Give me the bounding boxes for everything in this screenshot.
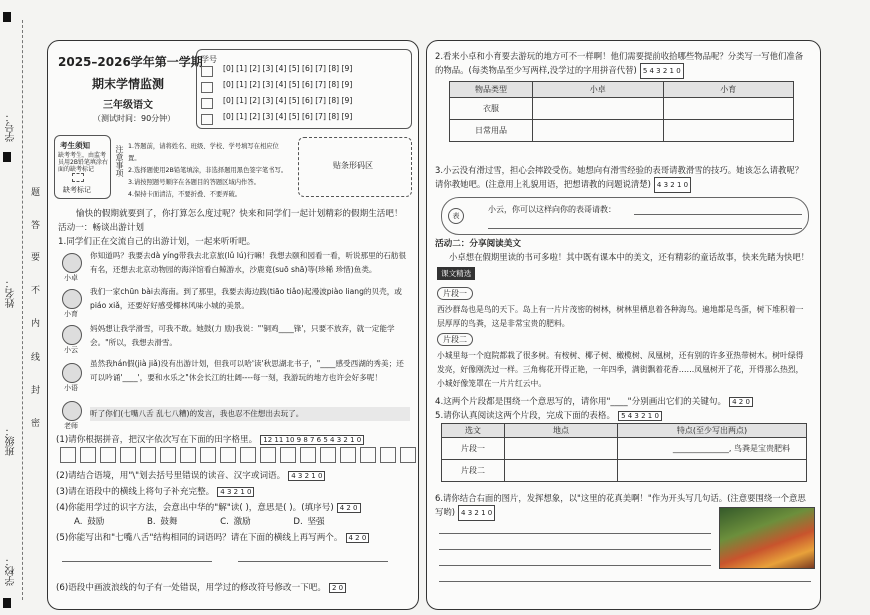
seal-char: 封: [31, 386, 41, 396]
q-sub-3: [56, 485, 254, 497]
score-box[interactable]: 4 3 2 1 0: [654, 177, 691, 193]
segment-1-text: 西沙群岛也是鸟的天下。岛上有一片片茂密的树林，树林里栖息着各种海鸟。遍地都是鸟蛋，树下堆积着一层厚厚的鸟粪，这是非常宝贵的肥料。: [437, 305, 804, 328]
seal-char: 密: [31, 419, 41, 429]
table-cell[interactable]: [663, 98, 794, 120]
seal-char: 线: [31, 353, 41, 363]
missing-label: 缺考标记: [63, 186, 91, 194]
tianzige-cell[interactable]: [180, 447, 196, 463]
id-label: 学号: [201, 55, 217, 64]
question-text: 6.请你结合右面的图片，发挥想象，以"这里的花真美啊！"作为开头写几句话。(注意要围绕一个意思写哟): [435, 493, 806, 517]
reading-tag: 课文精选: [437, 267, 475, 280]
answer-line[interactable]: [62, 561, 212, 562]
barcode-area: [298, 137, 412, 197]
tianzige-cell[interactable]: [320, 447, 336, 463]
tianzige-cell[interactable]: [300, 447, 316, 463]
notes-list: [128, 141, 288, 201]
exam-subtitle: 期末学情监测: [92, 77, 165, 91]
student-id-grid[interactable]: [196, 49, 412, 129]
corner-mark: [3, 152, 11, 162]
table-row-label: 日常用品: [450, 120, 533, 142]
note-item: 2.选择题使用2B铅笔填涂，非选择题用黑色签字笔书写。: [128, 167, 288, 174]
score-box[interactable]: 4 2 0: [337, 503, 361, 513]
name-label: 姓名：: [6, 278, 17, 308]
answer-line[interactable]: [238, 561, 388, 562]
speaker-name: 小卓: [64, 274, 78, 282]
answer-line[interactable]: [439, 565, 711, 566]
score-box[interactable]: 2 0: [329, 583, 346, 593]
activity-2-title: 活动二：分享阅读美文: [435, 239, 521, 249]
id-box[interactable]: [201, 66, 213, 77]
speech-xiaozhuo: 你知道吗？我要去dà yíng带我去北京旅(lǔ lú)行嘛！我想去颐和园看一看，听说那里的石舫很有名，还想去北京动物园的海洋馆看白鲸游水，沙鹿竟(suō shā)等(珍稀 珍惜)鱼类。: [90, 251, 407, 274]
table-row-label: 衣服: [450, 98, 533, 120]
question-text: (2)请结合语境，用"\"划去括号里错误的读音、汉字或词语。: [56, 471, 286, 481]
school-label: 学校：: [6, 556, 17, 586]
score-box[interactable]: 12 11 10 9 8 7 6 5 4 3 2 1 0: [260, 435, 364, 445]
question-text: 4.这两个片段都是围绕一个意思写的，请你用"____"分别画出它们的关键句。: [435, 397, 727, 407]
tianzige-cell[interactable]: [220, 447, 236, 463]
activity-2-intro: 小卓想在假期里读的书可多啦！其中既有课本中的美文，还有精彩的童话故事，快来先睹为快吧！: [449, 252, 810, 262]
tianzige-cell[interactable]: [60, 447, 76, 463]
score-box[interactable]: 4 2 0: [729, 397, 753, 407]
option[interactable]: B. 鼓舞: [146, 517, 178, 527]
tianzige-cell[interactable]: [120, 447, 136, 463]
score-box[interactable]: 5 4 3 2 1 0: [618, 411, 662, 421]
corner-mark: [3, 12, 11, 22]
score-box[interactable]: 5 4 3 2 1 0: [640, 63, 684, 79]
dialog-box: [441, 197, 809, 235]
tianzige-cell[interactable]: [80, 447, 96, 463]
tianzige-cell[interactable]: [400, 447, 416, 463]
speaker-name: 老师: [64, 422, 78, 430]
q1-text: 1.同学们正在交流自己的出游计划，一起来听听吧。: [58, 237, 256, 247]
corner-mark: [3, 598, 11, 608]
score-box[interactable]: 4 3 2 1 0: [288, 471, 325, 481]
dialog-text: 小云，你可以这样向你的表哥请教：: [488, 205, 616, 214]
q4-right: [435, 395, 753, 407]
speech-xiaoyu2: 虽然我hán假(jià jiǎ)没有出游计划，但我可以哈'读'秋思湖北书子，"____感受西湖的秀美；还可以吟诵'____'，要和水乐之"休会长江的壮阔----每一刻，我游玩的地方也许会好多呢！: [90, 359, 404, 382]
q5-right: [435, 409, 662, 421]
seal-char: 内: [31, 319, 41, 329]
table-cell[interactable]: [505, 460, 618, 482]
table-header: 小育: [663, 82, 794, 98]
seal-char: 不: [31, 286, 41, 296]
left-page: [47, 40, 419, 610]
answer-line[interactable]: [634, 214, 802, 215]
answer-line[interactable]: [439, 549, 711, 550]
dialog-tag: 表: [448, 208, 464, 224]
table-cell[interactable]: ______________, 鸟粪是宝贵肥料: [618, 438, 807, 460]
tianzige-cell[interactable]: [100, 447, 116, 463]
notice-label: 考生须知: [60, 141, 90, 150]
intro-text: 愉快的假期就要到了，你打算怎么度过呢？快来和同学们一起计划精彩的假期生活吧！: [76, 209, 403, 219]
speaker-name: 小语: [64, 384, 78, 392]
tianzige-cell[interactable]: [340, 447, 356, 463]
note-item: 4.保持卡面清洁，不要折叠、不要弄破。: [128, 191, 242, 198]
table-cell[interactable]: [618, 460, 807, 482]
candidate-notice: [54, 135, 111, 199]
tianzige-grid[interactable]: [60, 447, 416, 463]
score-box[interactable]: 4 3 2 1 0: [458, 505, 495, 521]
q3-text: [435, 163, 811, 193]
table-header: 特点(至少写出两点): [618, 424, 807, 438]
table-cell[interactable]: [533, 120, 664, 142]
exam-title: 2025–2026学年第一学期: [58, 55, 203, 69]
id-box[interactable]: [201, 114, 213, 125]
missing-box[interactable]: [72, 173, 84, 182]
class-label: 班级：: [6, 426, 17, 456]
question-text: 5.请你认真阅读这两个片段，完成下面的表格。: [435, 411, 616, 421]
question-text: (4)你能用学过的识字方法，会意出中华的"解"读( )，意思是( )。(填序号): [56, 503, 334, 513]
question-text: (5)你能写出和"七嘴八舌"结构相同的词语吗？请在下面的横线上再写两个。: [56, 533, 343, 543]
option[interactable]: C. 激励: [220, 517, 251, 527]
id-bubbles-row[interactable]: [0] [1] [2] [3] [4] [5] [6] [7] [8] [9]: [223, 112, 353, 121]
speech-xiaoyu: 我们一家chūn bài去海南。到了那里，我要去海边践(tiāo tiǎo)起漫波piào liang的贝壳，或piáo xiǎ，还要好好感受椰林风味小城的美景。: [90, 287, 402, 310]
table-cell[interactable]: [505, 438, 618, 460]
id-bubbles-row[interactable]: [0] [1] [2] [3] [4] [5] [6] [7] [8] [9]: [223, 80, 353, 89]
q-sub-1: [56, 433, 364, 445]
table-cell[interactable]: [663, 120, 794, 142]
features-table: [441, 423, 807, 482]
exam-grade: 三年级语文: [103, 100, 153, 111]
speech-xiaoyun: 妈妈想让我学滑雪，可我不敢。她鼓(力 励)我说："'铜鸡____锋'，只要不放弃，就一定能学会。"所以，我想去滑雪。: [90, 324, 395, 347]
q-sub-6: [56, 581, 346, 593]
speaker-name: 小育: [64, 310, 78, 318]
id-bubbles-row[interactable]: [0] [1] [2] [3] [4] [5] [6] [7] [8] [9]: [223, 96, 353, 105]
segment-1-label: 片段一: [437, 287, 473, 300]
q4-options: [74, 515, 325, 527]
tianzige-cell[interactable]: [280, 447, 296, 463]
tianzige-cell[interactable]: [380, 447, 396, 463]
flower-garden-photo: [719, 507, 815, 569]
table-header: 物品类型: [450, 82, 533, 98]
option[interactable]: A. 鼓励: [74, 517, 105, 527]
tianzige-cell[interactable]: [200, 447, 216, 463]
seal-char: 题: [31, 188, 41, 198]
score-box[interactable]: 4 2 0: [346, 533, 370, 543]
avatar: [62, 289, 82, 309]
tianzige-cell[interactable]: [160, 447, 176, 463]
avatar: [62, 325, 82, 345]
avatar: [62, 253, 82, 273]
table-row-label: 片段二: [442, 460, 505, 482]
question-text: (3)请在语段中的横线上将句子补充完整。: [56, 487, 215, 497]
speech-teacher: 听了你们(七嘴八舌 乱七八糟)的发言，我也忍不住想出去玩了。: [90, 407, 410, 421]
q2-text: [435, 49, 811, 79]
tianzige-cell[interactable]: [260, 447, 276, 463]
question-text: (6)语段中画波浪线的句子有一处错误，用学过的修改符号修改一下吧。: [56, 583, 326, 593]
note-item: 3.请按照题号顺序在各题目的答题区域内作答。: [128, 179, 260, 186]
table-header: 选文: [442, 424, 505, 438]
id-box[interactable]: [201, 82, 213, 93]
right-page: [426, 40, 821, 610]
note-item: 1.答题前，请将姓名、班级、学校、学号填写在相应位置。: [128, 143, 279, 162]
exam-time: （测试时间：90分钟）: [93, 114, 176, 123]
seal-line: [22, 20, 23, 600]
table-header: 地点: [505, 424, 618, 438]
student-no-label: 学号：: [6, 112, 17, 142]
seal-char: 要: [31, 253, 41, 263]
segment-2-label: 片段二: [437, 333, 473, 346]
notice-text: 缺考考生，由监考员用2B铅笔填涂右面的缺考标记: [58, 152, 108, 173]
speaker-name: 小云: [64, 346, 78, 354]
table-cell[interactable]: [533, 98, 664, 120]
question-text: 3.小云没有滑过雪，担心会摔跤受伤。她想向有滑雪经验的表哥请教滑雪的技巧。她该怎么请教呢？请你教她吧。(注意用上礼貌用语，把想请教的问题说清楚): [435, 165, 804, 189]
table-header: 小卓: [533, 82, 664, 98]
answer-line[interactable]: [488, 228, 802, 229]
avatar: [62, 363, 82, 383]
question-text: (1)请你根据拼音，把汉字依次写在下面的田字格里。: [56, 435, 258, 445]
notes-label: 注意事项: [115, 145, 124, 177]
score-box[interactable]: 4 3 2 1 0: [217, 487, 254, 497]
binding-margin: [0, 0, 44, 615]
tianzige-cell[interactable]: [240, 447, 256, 463]
id-box[interactable]: [201, 98, 213, 109]
items-table: [449, 81, 794, 142]
table-row-label: 片段一: [442, 438, 505, 460]
q-sub-5: [56, 531, 369, 543]
barcode-label: 贴条形码区: [333, 161, 373, 170]
id-bubbles-row[interactable]: [0] [1] [2] [3] [4] [5] [6] [7] [8] [9]: [223, 64, 353, 73]
seal-char: 答: [31, 221, 41, 231]
question-text: 2.看来小卓和小育要去游玩的地方可不一样啊！他们需要提前收拾哪些物品呢？分类写一写他们准备的物品。(每类物品至少写两样,没学过的字用拼音代替): [435, 51, 804, 75]
tianzige-cell[interactable]: [140, 447, 156, 463]
avatar: [62, 401, 82, 421]
segment-2-text: 小城里每一个庭院都栽了很多树。有桉树、椰子树、橄榄树、凤凰树，还有别的许多亚热带树木。树叶绿得发亮，好像刚洗过一样。三角梅花开得正艳，一年四季，满街飘着花香……凤凰树开了花，开得那么热烈，小城好像笼罩在一片片红云中。: [437, 351, 804, 388]
q-sub-4: [56, 501, 361, 513]
answer-line[interactable]: [439, 581, 811, 582]
option[interactable]: D. 坚强: [293, 517, 325, 527]
tianzige-cell[interactable]: [360, 447, 376, 463]
answer-line[interactable]: [439, 533, 711, 534]
q-sub-2: [56, 469, 325, 481]
prefilled-answer: 鸟粪是宝贵肥料: [734, 444, 790, 453]
activity-1-title: 活动一：畅谈出游计划: [58, 223, 144, 233]
